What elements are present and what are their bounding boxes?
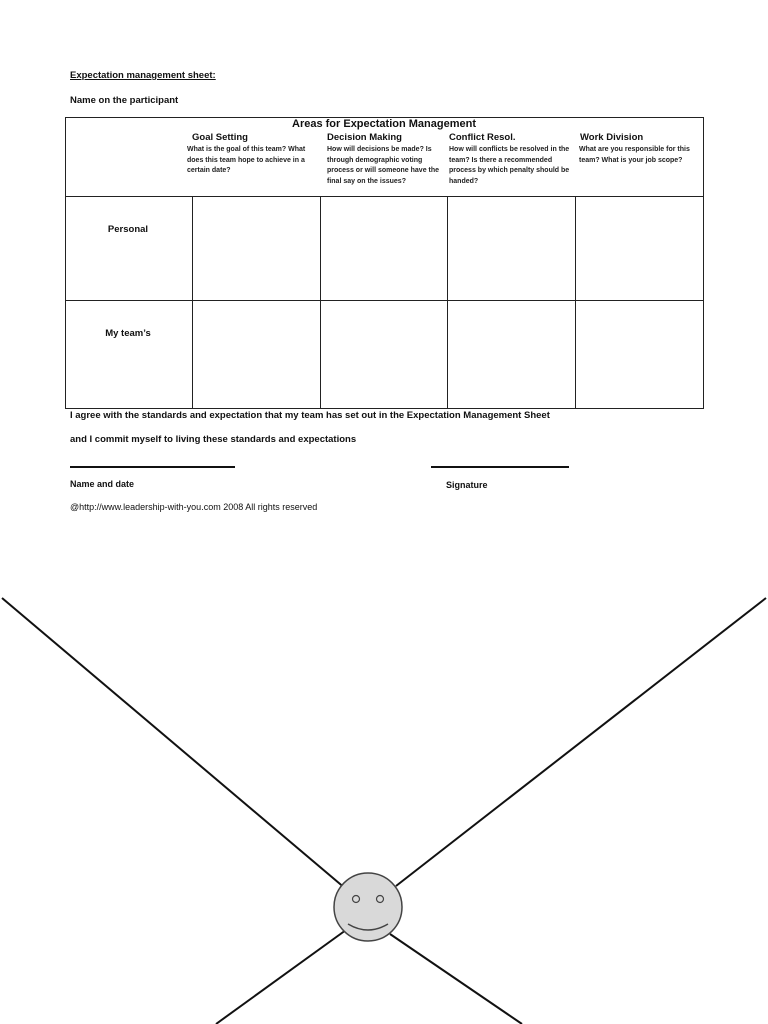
column-heading-conflict-resolution: Conflict Resol. [449, 132, 516, 143]
document-title: Expectation management sheet: [70, 70, 216, 81]
column-heading-decision-making: Decision Making [327, 132, 402, 143]
copyright-notice: @http://www.leadership-with-you.com 2008 All rights reserved [70, 502, 318, 512]
column-desc-decision-making: How will decisions be made? Is through demographic voting process or will someone have the final say on the issues? [327, 146, 440, 185]
diagonal-line-top-right [396, 598, 766, 886]
diagonal-line-top-left [2, 598, 346, 889]
column-desc-goal-setting: What is the goal of this team? What does this team hope to achieve in a certain date? [187, 146, 306, 174]
name-and-date-label: Name and date [70, 479, 135, 489]
participant-name-label: Name on the participant [70, 95, 179, 106]
column-heading-goal-setting: Goal Setting [192, 132, 248, 143]
column-heading-work-division: Work Division [580, 132, 644, 143]
row-label-personal: Personal [107, 224, 149, 235]
smiley-face-icon [334, 873, 402, 941]
column-desc-work-division: What are you responsible for this team? What is your job scope? [579, 146, 690, 164]
table-title: Areas for Expectation Management [292, 118, 476, 130]
diagonal-line-bottom-left [216, 930, 346, 1024]
agreement-line-2: and I commit myself to living these standards and expectations [70, 434, 357, 445]
column-desc-conflict-resolution: How will conflicts be resolved in the team? Is there a recommended process by which penalty should be handed? [449, 146, 570, 185]
diagonal-line-bottom-right [390, 934, 522, 1024]
signature-label: Signature [446, 480, 488, 490]
agreement-line-1: I agree with the standards and expectation that my team has set out in the Expectation Management Sheet [70, 410, 550, 421]
row-label-my-teams: My team’s [105, 328, 151, 339]
